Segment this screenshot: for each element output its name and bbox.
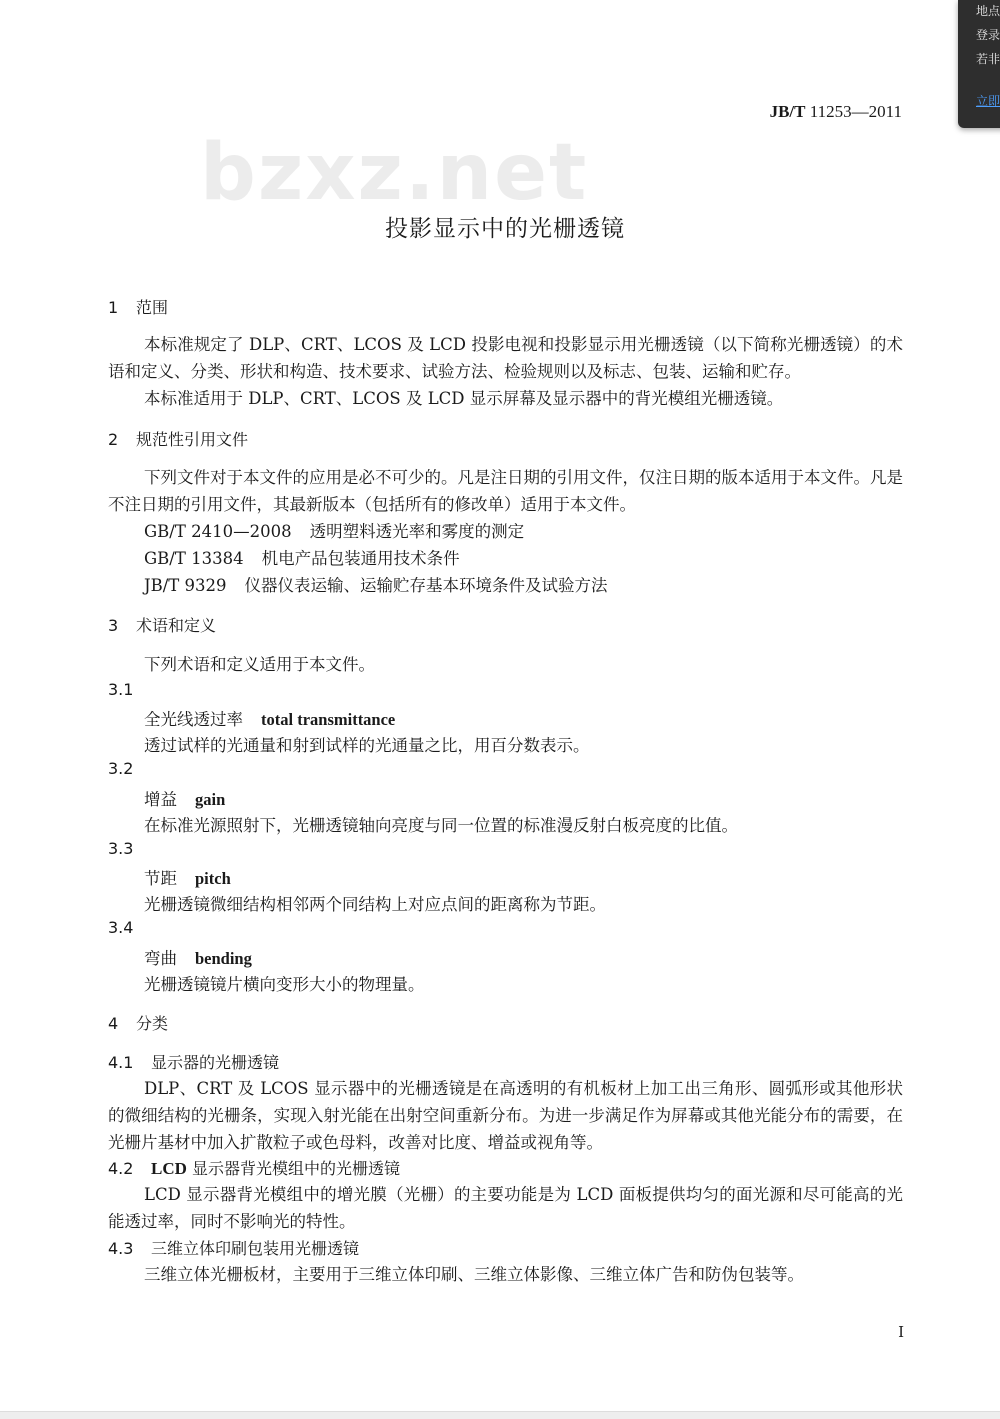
term-title xyxy=(144,945,252,969)
term-chinese: 增益 xyxy=(144,790,177,809)
term-title xyxy=(144,706,395,730)
overlay-text-3: 若非 xyxy=(976,52,1000,66)
section-number: 2 xyxy=(108,430,119,449)
section-1-paragraph-1: 本标准规定了 DLP、CRT、LCOS 及 LCD 投影电视和投影显示用光栅透镜（以下简称光栅透镜）的术语和定义、分类、形状和构造、技术要求、试验方法、检验规则以及标志、包装、运输和贮存。 xyxy=(108,335,903,381)
section-title: 分类 xyxy=(136,1014,169,1033)
term-number: 3.1 xyxy=(108,680,134,699)
section-1-heading xyxy=(108,295,168,318)
subsection-number: 4.1 xyxy=(108,1053,134,1072)
term-number: 3.2 xyxy=(108,759,134,778)
term-definition: 光栅透镜镜片横向变形大小的物理量。 xyxy=(144,975,425,994)
page-number: I xyxy=(898,1323,904,1341)
term-definition: 在标准光源照射下，光栅透镜轴向亮度与同一位置的标准漫反射白板亮度的比值。 xyxy=(144,816,738,835)
section-2-heading xyxy=(108,427,248,450)
document-title: 投影显示中的光栅透镜 xyxy=(385,216,625,242)
section-number: 3 xyxy=(108,616,119,635)
subsection-number: 4.3 xyxy=(108,1239,134,1258)
subsection-title: 显示器的光栅透镜 xyxy=(151,1053,280,1072)
term-chinese: 全光线透过率 xyxy=(144,710,243,729)
reference-title: 仪器仪表运输、运输贮存基本环境条件及试验方法 xyxy=(244,576,608,595)
term-english: gain xyxy=(195,790,226,809)
subsection-number: 4.2 xyxy=(108,1159,134,1178)
term-title xyxy=(144,865,231,889)
section-2-paragraph-1: 下列文件对于本文件的应用是必不可少的。凡是注日期的引用文件，仅注日期的版本适用于本文件。凡是不注日期的引用文件，其最新版本（包括所有的修改单）适用于本文件。 xyxy=(108,468,903,514)
section-1-paragraph-2: 本标准适用于 DLP、CRT、LCOS 及 LCD 显示屏幕及显示器中的背光模组光栅透镜。 xyxy=(144,389,784,408)
term-english: total transmittance xyxy=(261,710,396,729)
section-title: 范围 xyxy=(136,298,169,317)
watermark: bzxz.net xyxy=(200,128,589,218)
term-english: bending xyxy=(195,949,252,968)
subsection-4-3-text: 三维立体光栅板材，主要用于三维立体印刷、三维立体影像、三维立体广告和防伪包装等。 xyxy=(144,1265,804,1284)
term-number: 3.4 xyxy=(108,918,134,937)
subsection-title: 显示器背光模组中的光栅透镜 xyxy=(186,1159,400,1178)
section-3-paragraph-1: 下列术语和定义适用于本文件。 xyxy=(144,655,375,674)
section-4-heading xyxy=(108,1011,168,1034)
term-definition: 光栅透镜微细结构相邻两个同结构上对应点间的距离称为节距。 xyxy=(144,895,606,914)
term-title xyxy=(144,786,225,810)
subsection-title-prefix: LCD xyxy=(151,1159,187,1178)
reference-code: GB/T 2410—2008 xyxy=(144,522,292,541)
section-number: 4 xyxy=(108,1014,119,1033)
reference-title: 机电产品包装通用技术条件 xyxy=(261,549,460,568)
section-number: 1 xyxy=(108,298,119,317)
subsection-4-3-heading xyxy=(108,1236,359,1259)
reference-item xyxy=(144,572,608,596)
overlay-login-link[interactable]: 立即 xyxy=(976,94,1000,108)
subsection-4-1-heading xyxy=(108,1050,279,1073)
standard-code xyxy=(770,102,902,122)
reference-item xyxy=(144,545,460,569)
reference-code: GB/T 13384 xyxy=(144,549,244,568)
section-3-heading xyxy=(108,613,216,636)
reference-item xyxy=(144,518,524,542)
section-title: 规范性引用文件 xyxy=(136,430,249,449)
term-english: pitch xyxy=(195,869,231,888)
term-number: 3.3 xyxy=(108,839,134,858)
subsection-4-1-text: DLP、CRT 及 LCOS 显示器中的光栅透镜是在高透明的有机板材上加工出三角形、圆弧形或其他形状的微细结构的光栅条，实现入射光能在出射空间重新分布。为进一步满足作为屏幕或其他光能分布的需要，在光栅片基材中加入扩散粒子或色母料，改善对比度、增益或视角等。 xyxy=(108,1079,903,1152)
login-popup-overlay xyxy=(958,0,1000,128)
overlay-text-1: 地点 xyxy=(976,4,1000,18)
reference-code: JB/T 9329 xyxy=(144,576,227,595)
subsection-title: 三维立体印刷包装用光栅透镜 xyxy=(151,1239,360,1258)
standard-code-number: 11253—2011 xyxy=(809,102,902,121)
reference-title: 透明塑料透光率和雾度的测定 xyxy=(309,522,525,541)
subsection-4-2-heading xyxy=(108,1156,400,1179)
section-title: 术语和定义 xyxy=(136,616,217,635)
term-chinese: 节距 xyxy=(144,869,177,888)
overlay-text-2: 登录 xyxy=(976,28,1000,42)
standard-code-prefix: JB/T xyxy=(769,102,806,121)
subsection-4-2-text: LCD 显示器背光模组中的增光膜（光栅）的主要功能是为 LCD 面板提供均匀的面光源和尽可能高的光能透过率，同时不影响光的特性。 xyxy=(108,1185,903,1231)
term-definition: 透过试样的光通量和射到试样的光通量之比，用百分数表示。 xyxy=(144,736,590,755)
term-chinese: 弯曲 xyxy=(144,949,177,968)
